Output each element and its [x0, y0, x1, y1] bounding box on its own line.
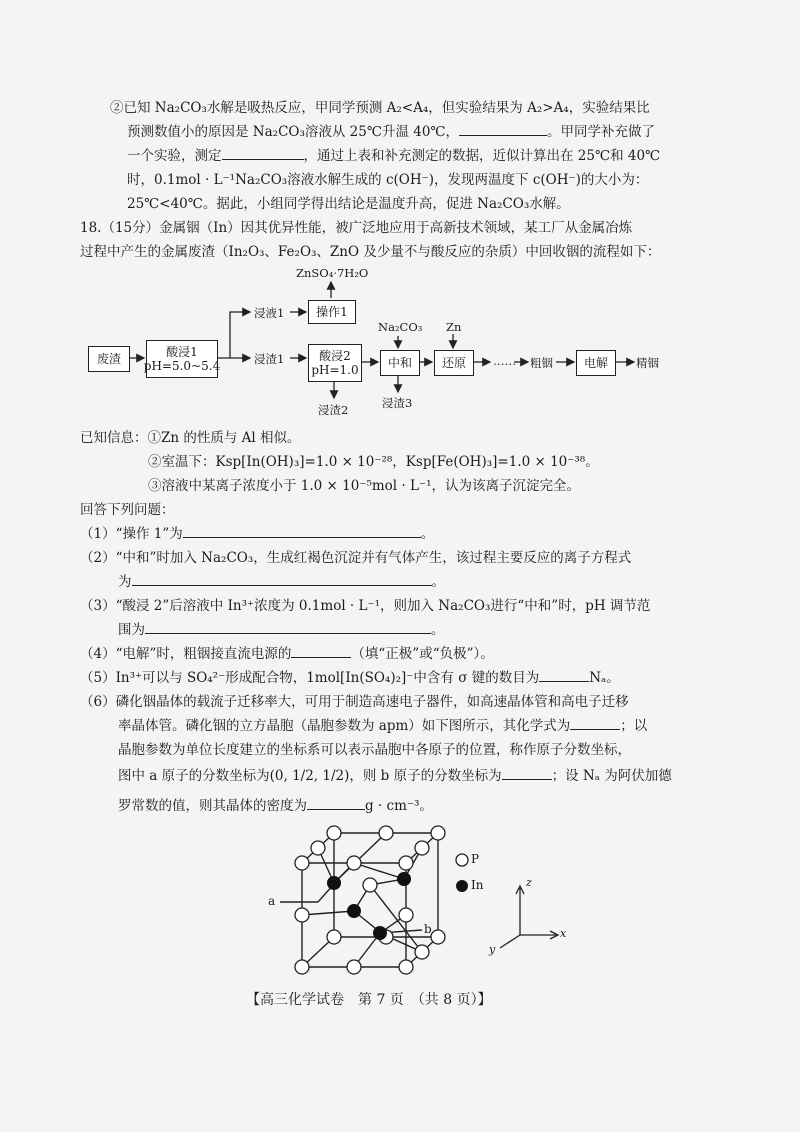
question-6-line2-end: ；以 — [620, 718, 648, 734]
part2-line5: 25℃<40℃。据此，小组同学得出结论是温度升高，促进 Na₂CO₃水解。 — [127, 196, 570, 212]
question-2-line1: （2）“中和”时加入 Na₂CO₃，生成红褐色沉淀并有气体产生，该过程主要反应的离子方程式 — [80, 550, 632, 566]
question-6-line5-text: 罗常数的值，则其晶体的密度为 — [118, 798, 307, 814]
residue2-label: 浸渣2 — [318, 403, 349, 417]
question-2-end: 。 — [431, 574, 445, 590]
part2-line3-end: ，通过上表和补充测定的数据，近似计算出在 25℃和 40℃ — [303, 148, 661, 164]
neutralize-box: 中和 — [380, 350, 420, 376]
operation1-box: 操作1 — [308, 300, 356, 324]
a-atom-coordinate: (0, 1/2, 1/2) — [269, 768, 350, 784]
axis-y-label: y — [489, 943, 496, 956]
question-6-line4-text: 图中 a 原子的分数坐标为 — [118, 768, 270, 784]
atom-a-label: a — [268, 894, 276, 908]
filtrate1-label: 浸液1 — [254, 306, 285, 320]
part2-line2-text: 预测数值小的原因是 Na₂CO₃溶液从 25℃升温 40℃， — [127, 124, 460, 140]
crude-indium-label: 粗铟 — [530, 356, 553, 370]
legend-indium-label: In — [471, 878, 484, 892]
question-5-text: （5）In³⁺可以与 SO₄²⁻形成配合物，1mol[In(SO₄)₂]⁻中含有 σ 键的数目为 — [80, 670, 540, 686]
residue3-label: 浸渣3 — [382, 396, 413, 410]
known-info-1: 已知信息：①Zn 的性质与 Al 相似。 — [80, 430, 301, 446]
known-info-3: ③溶液中某离子浓度小于 1.0 × 10⁻⁵mol · L⁻¹，认为该离子沉淀完全。 — [148, 478, 580, 494]
atom-b-label: b — [424, 922, 432, 936]
part2-line2-end: 。甲同学补充做了 — [547, 124, 656, 140]
residue1-label: 浸渣1 — [254, 352, 285, 366]
znso4-product-label: ZnSO₄·7H₂O — [296, 266, 369, 280]
acid-leach1-label: 酸浸1 — [166, 345, 198, 359]
known-info-2: ②室温下：Ksp[In(OH)₃]=1.0 × 10⁻²⁸，Ksp[Fe(OH)₃]=1.0 × 10⁻³⁸。 — [148, 454, 599, 470]
zn-reagent-label: Zn — [446, 320, 462, 334]
question-1-text: （1）“操作 1”为 — [80, 526, 183, 542]
question-3-line1: （3）“酸浸 2”后溶液中 In³⁺浓度为 0.1mol · L⁻¹，则加入 Na₂CO₃进行“中和”时，pH 调节范 — [80, 598, 651, 614]
question-6-line4-mid: ，则 b 原子的分数坐标为 — [349, 768, 502, 784]
acid-leach1-ph: pH=5.0~5.4 — [143, 359, 221, 373]
question-3-end: 。 — [431, 622, 445, 638]
part2-line1: ②已知 Na₂CO₃水解是吸热反应，甲同学预测 A₂<A₄，但实验结果为 A₂>A₄，实验结果比 — [110, 100, 650, 116]
question-6-line1: （6）磷化铟晶体的载流子迁移率大，可用于制造高速电子器件，如高速晶体管和高电子迁移 — [80, 694, 629, 710]
reduce-box: 还原 — [434, 350, 474, 376]
ellipsis-label: …… — [493, 354, 516, 368]
question-6-line2-text: 率晶体管。磷化铟的立方晶胞（晶胞参数为 apm）如下图所示，其化学式为 — [118, 718, 571, 734]
q18-intro-line2: 过程中产生的金属废渣（In₂O₃、Fe₂O₃、ZnO 及少量不与酸反应的杂质）中回收铟的流程如下： — [80, 244, 661, 260]
q18-intro-line1: 18.（15分）金属铟（In）因其优异性能，被广泛地应用于高新技术领域，某工厂从金属冶炼 — [80, 220, 633, 236]
legend-phosphorus-label: P — [471, 852, 480, 866]
question-6-line4-end: ；设 Nₐ 为阿伏加德 — [551, 768, 672, 784]
acid-leach2-label: 酸浸2 — [319, 349, 351, 363]
question-4-end: （填“正极”或“负极”）。 — [351, 646, 494, 662]
electrolysis-box: 电解 — [576, 350, 616, 376]
part2-line3-text: 一个实验，测定 — [127, 148, 222, 164]
question-6-line3: 晶胞参数为单位长度建立的坐标系可以表示晶胞中各原子的位置，称作原子分数坐标， — [118, 742, 631, 758]
na2co3-reagent-label: Na₂CO₃ — [378, 320, 423, 334]
question-3-prefix: 围为 — [118, 622, 145, 638]
part2-line4: 时，0.1mol · L⁻¹Na₂CO₃溶液水解生成的 c(OH⁻)，发现两温度下 c(OH⁻)的大小为： — [127, 172, 649, 188]
question-6-line5-end: g · cm⁻³。 — [365, 798, 433, 814]
waste-box: 废渣 — [88, 346, 130, 372]
acid-leach2-ph: pH=1.0 — [311, 363, 359, 377]
refined-indium-label: 精铟 — [636, 356, 659, 370]
page-footer: 【高三化学试卷 第 7 页 （共 8 页）】 — [246, 992, 492, 1008]
question-5-end: Nₐ。 — [589, 670, 620, 686]
question-2-prefix: 为 — [118, 574, 132, 590]
axis-x-label: x — [560, 927, 567, 940]
questions-header: 回答下列问题： — [80, 502, 175, 518]
question-1-end: 。 — [420, 526, 435, 542]
axis-z-label: z — [526, 876, 532, 889]
question-4-text: （4）“电解”时，粗铟接直流电源的 — [80, 646, 292, 662]
